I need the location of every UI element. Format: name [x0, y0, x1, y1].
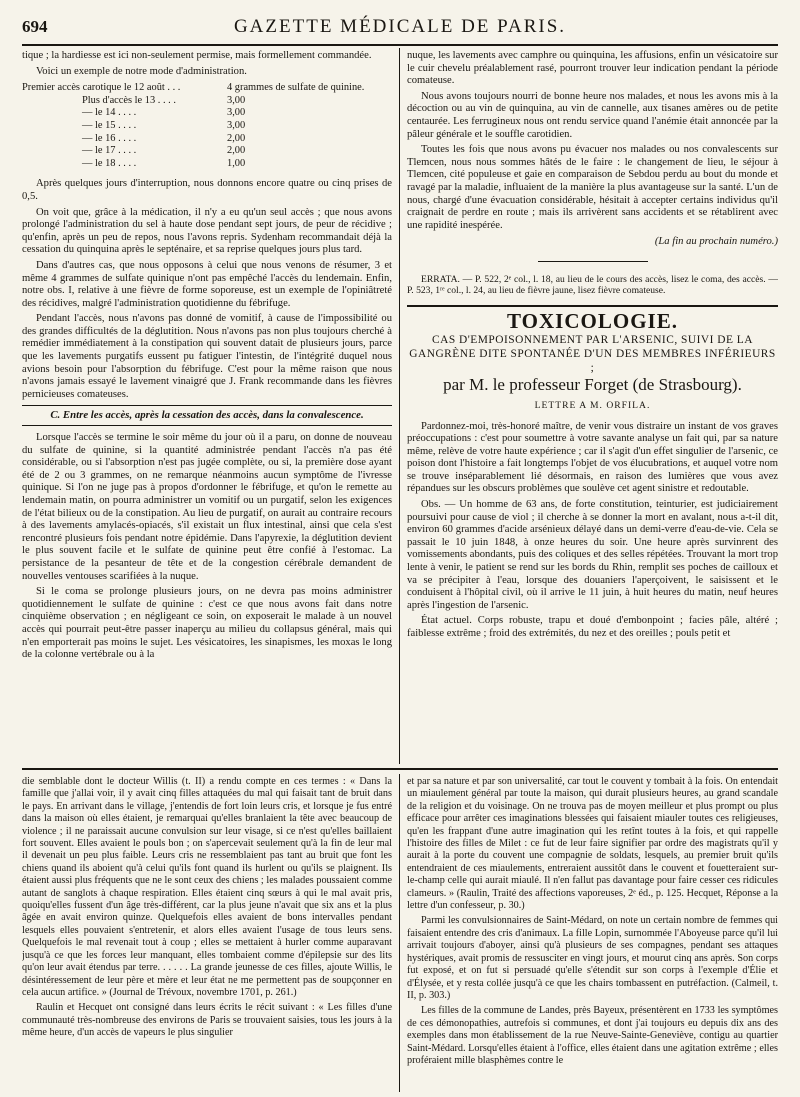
paragraph: État actuel. Corps robuste, trapu et doué d'embonpoint ; facies pâle, altéré ; faiblesse extrême ; froid des extrémités, du nez et des oreilles ; pouls petit et — [407, 615, 778, 639]
dosage-row: — le 15 . . . . 3,00 — [82, 119, 246, 131]
errata: ERRATA. — P. 522, 2ᵉ col., l. 18, au lieu de le cours des accès, lisez le coma, des accès. — P. 523, 1ʳᵉ col., l. 24, au lieu de fièvre jaune, lisez fièvre comateuse. — [407, 273, 778, 297]
toxicology-header — [407, 305, 778, 413]
dosage-row: Premier accès carotique le 12 août . . . 4 grammes de sulfate de quinine. — [22, 82, 365, 94]
newspaper-page — [22, 0, 778, 1097]
paragraph: Les filles de la commune de Landes, près Bayeux, présentèrent en 1733 les symptômes de ces démonopathies, autrefois si communes, et dont j'ai toujours eu depuis dix ans des exemples dans mon établissement de la rue Neuve-Sainte-Geneviève, contigu au quartier Saint-Médard. Lorsqu'elles étaient à l'office, elles étaient dans une agitation extrême ; elles proféraient mille blasphèmes contre le — [407, 1005, 778, 1066]
paragraph: die semblable dont le docteur Willis (t. II) a rendu compte en ces termes : « Dans la famille que j'allai voir, il y avait cinq filles attaquées du mal qui faisait tant de bruit dans le pays. En arrivant dans le village, j'entendis de fort loin leurs cris, et lorsque je fus entré dans la maison où elles étaient, je remarquai qu'elles branlaient la tête avec beaucoup de violence ; il ne paraissait aucune convulsion sur leur visage, si ce n'est qu'elles baillaient fort souvent. Elles avaient le pouls bon ; on s'apercevait seulement qu'à la fin de leur mal il devenait un peu plus faible. Leurs cris ne ressemblaient pas tant au bruit que font les chiens quand ils aboient qu'à celui qu'ils font quand ils hurlent ou qu'ils se plaignent. Ils étaient aussi plus fréquents que ne le sont ceux des chiens ; les malades poussaient comme autant de sanglots à chaque respiration. Elles étaient cinq sœurs à qui le mal avait pris, quoiqu'elles fussent d'un âge très-différent, car la plus jeune n'avait que six ans et la plus âgée en avait environ quinze. Quelquefois elles avaient de bons intervalles pendant lesquels elles pouvaient s'entretenir, et alors elles avaient l'usage de tous leurs sens. Quelquefois le mal revenait tout à coup ; elles se mettaient à hurler comme auparavant jusqu'à ce que les forces leur manquant, elles tombaient comme d'épilepsie sur des lits qu'on leur avait étendus par terre. . . . . . La grande jeunesse de ces filles, ajoute Willis, le désintéressement de leur père et mère et leur état ne me permettent pas de soupçonner en cela aucun artifice. » (Journal de Trévoux, novembre 1701, p. 261.) — [22, 776, 392, 998]
paragraph: Obs. — Un homme de 63 ans, de forte constitution, teinturier, est judiciairement poursuivi pour cause de viol ; il cherche à se donner la mort en avalant, nous a-t-il dit, environ 60 grammes d'acide arsénieux délayé dans un demi-verre d'eau-de-vie. Cela se passait le 10 juin 1848, à onze heures du soir. Une heure après survinrent des vomissements abondants, puis des coliques et des selles répétées. Trouvant la mort trop lente à venir, le patient se rend sur les bords du Rhin, remplit ses poches de cailloux et va se précipiter à l'eau, lorsque des douaniers l'aperçoivent, le saisissent et le conduisent à l'hôpital civil, où il arrive le 11 juin, à huit heures du matin, neuf heures après l'ingestion de l'arsenic. — [407, 499, 778, 611]
short-divider — [538, 261, 648, 262]
paragraph: Lorsque l'accès se termine le soir même du jour où il a paru, on donne de nouveau du sulfate de quinine, si la quantité administrée pendant l'accès n'a pas été considérable, ou si l'absorption n'est pas jugée complète, ou si, la première dose ayant été de 2 ou 3 grammes, on ne remarque néanmoins aucun symptôme de l'ivresse quinique. Si l'on ne juge pas à propos d'ordonner le fébrifuge, et qu'on le remette au lendemain matin, on pourra administrer un vomitif ou un purgatif, selon les exigences de l'état bilieux ou de la constipation. Au lieu de purgatif, on aurait au contraire recours à des lavements amylacés-opiacés, s'il existait un flux intestinal, ainsi que cela s'est rencontré plusieurs fois pendant notre épidémie. Dans l'apyrexie, la déglutition devient le plus souvent facile et le sulfate de quinine peut être confié à l'estomac. La persistance de la pesanteur de tête et de la congestion cérébrale demandent de nouvelles ventouses scarifiées à la nuque. — [22, 432, 392, 582]
page-header — [22, 0, 778, 46]
dosage-row: — le 16 . . . . 2,00 — [82, 132, 246, 144]
paragraph: Pendant l'accès, nous n'avons pas donné de vomitif, à cause de l'impossibilité ou des grandes difficultés de la déglutition. Nous n'avons pas non plus toujours cherché à remédier immédiatement à la constipation qui souvent datait de plusieurs jours, parce que les lavements purgatifs eussent pu fatiguer l'intestin, de l'intégrité duquel nous avions besoin pour l'absorption du fébrifuge. C'est pour la même raison que nous n'avons jamais essayé le lavement vinaigré que J. Frank recommande dans les fièvres pernicieuses comateuses. — [22, 313, 392, 400]
paragraph: On voit que, grâce à la médication, il n'y a eu qu'un seul accès ; que nous avons prolongé l'administration du sel à haute dose pendant sept jours, de peur de récidive ; qu'enfin, après un peu de repos, nous l'avons repris. Sydenham recommandait déjà la cessation du quinquina après le septénaire, et sa reprise quelques jours plus tard. — [22, 206, 392, 256]
left-column-bottom — [22, 776, 392, 1092]
article-title: CAS D'EMPOISONNEMENT PAR L'ARSENIC, SUIVI DE LA GANGRÈNE DITE SPONTANÉE D'UN DES MEMBRES INFÉRIEURS ; — [409, 334, 776, 375]
paragraph: Nous avons toujours nourri de bonne heure nos malades, et nous les avons mis à la décoction ou au vin de quinquina, au vin de cannelle, aux tisanes amères ou de petite centaurée. Les ferrugineux nous ont rendu service quand l'anémie était annoncée par la pâleur générale et le souffle carotidien. — [407, 90, 778, 140]
paragraph: tique ; la hardiesse est ici non-seulement permise, mais formellement commandée. — [22, 50, 372, 61]
dosage-row: — le 14 . . . . 3,00 — [82, 107, 246, 119]
paragraph: Pardonnez-moi, très-honoré maître, de venir vous distraire un instant de vos graves préoccupations : c'est pour soumettre à votre savante analyse un fait qui, par sa nature même, relève de votre haute expérience ; car il s'agit d'un effet singulier de l'arsenic, ce poison dont l'histoire a fait longtemps l'objet de vos élucubrations, et auquel votre nom se trouve inséparablement lié désormais, en raison des lumières que vous avez répandues sur les obscurs problèmes que soulève cet agent sinistre et redoutable. — [407, 420, 778, 495]
column-divider-bottom — [399, 774, 400, 1092]
section-heading: C. Entre les accès, après la cessation des accès, dans la convalescence. — [22, 405, 392, 426]
dosage-table — [22, 82, 392, 170]
section-title: TOXICOLOGIE. — [507, 308, 678, 333]
paragraph: Après quelques jours d'interruption, nous donnons encore quatre ou cinq prises de 0,5. — [22, 178, 392, 202]
paragraph: Raulin et Hecquet ont consigné dans leurs écrits le récit suivant : « Les filles d'une communauté très-nombreuse des environs de Paris se trouvaient saisies, tous les jours à la même heure, d'un accès de vapeurs le plus singulier — [22, 1002, 392, 1039]
paragraph: nuque, les lavements avec camphre ou quinquina, les affusions, enfin un vésicatoire sur le cuir chevelu préalablement rasé, pourront trouver leur indication pendant la période comateuse. — [407, 50, 778, 87]
paragraph: Toutes les fois que nous avons pu évacuer nos malades ou nos convalescents sur Tlemcen, nous nous sommes hâtés de le faire : le changement de lieu, le séjour à Tlemcen, cité populeuse et gaie en comparaison de Sebdou perdu au bout du monde et ravagé par la maladie, influaient de la manière la plus avantageuse sur la santé. L'un de nous, chargé d'une évacuation considérable, hésitait à accepter certains individus qu'il craignait de perdre en route ; mais ils arrivèrent sans accidents et se rétablirent avec une rapidité inespérée. — [407, 144, 778, 231]
paragraph: Voici un exemple de notre mode d'administration. — [36, 65, 247, 77]
journal-title: GAZETTE MÉDICALE DE PARIS. — [233, 16, 567, 37]
paragraph: Parmi les convulsionnaires de Saint-Médard, on note un certain nombre de femmes qui faisaient entendre des cris d'animaux. La fille Lopin, surnommée l'Aboyeuse parce qu'il lui arrivait toujours d'aboyer, ainsi qu'à plusieurs de ses compagnes, pendant ses attaques hystériques, avait promis de ressusciter en vingt jours, et mourut cinq ans après. Son corps fut exposé, et on fut si persuadé qu'elle s'étendit sur son corps à l'exemple d'Élie et d'Élysée, et y resta collée jusqu'à ce que les chairs tombassent en putréfaction. (Calmeil, t. II, p. 303.) — [407, 915, 778, 1001]
column-divider — [399, 48, 400, 764]
right-column-bottom — [407, 776, 778, 1092]
horizontal-divider — [22, 768, 778, 770]
page-number: 694 — [22, 17, 48, 36]
continuation-note: (La fin au prochain numéro.) — [654, 236, 778, 248]
dosage-row: — le 18 . . . . 1,00 — [82, 157, 246, 169]
dosage-row: — le 17 . . . . 2,00 — [82, 145, 246, 157]
article-byline: par M. le professeur Forget (de Strasbourg). — [443, 375, 742, 395]
paragraph: Si le coma se prolonge plusieurs jours, on ne devra pas moins administrer quotidiennement le sulfate de quinine : c'est ce que nous avons fait dans notre cinquième observation ; en négligeant ce soin, on exposerait le malade à un nouvel accès qui pourrait peut-être passer inaperçu au milieu du collapsus général, mais qui n'en emporterait pas moins le sujet. Les vésicatoires, les sinapismes, les moxas le long de la colonne vertébrale ou à la — [22, 586, 392, 661]
paragraph: et par sa nature et par son universalité, car tout le couvent y tombait à la fois. On entendait un miaulement général par toute la maison, qui durait plusieurs heures, au grand scandale de la religion et du voisinage. On ne trouva pas de moyen meilleur et plus prompt ou plus efficace pour arrêter ces imaginations blessées qui faisaient miauler toutes ces religieuses, qu'en les frappant d'une autre imagination qui les retînt toutes à la fois, et qui rappelle l'histoire des filles de Milet : ce fut de leur faire signifier par ordre des magistrats qu'il y aurait à la porte du couvent une compagnie de soldats, lesquels, au premier bruit qu'ils entendraient de ces miaulements, entreraient aussitôt dans le couvent et fouetteraient sur-le-champ celle qui aurait miaulé. Il n'en fallut pas davantage pour faire cesser ces ridicules clameurs. » (Raulin, Traité des affections vaporeuses, 2ᵉ éd., p. 125. Hecquet, Réponse a la lettre d'un confesseur, p. 30.) — [407, 776, 778, 912]
letter-heading: LETTRE A M. ORFILA. — [534, 399, 651, 411]
paragraph: Dans d'autres cas, que nous opposons à celui que nous venons de résumer, 3 et même 4 grammes de sulfate quinique n'ont pas empêché l'accès du lendemain. Enfin, notre obs. I, relative à une fièvre de forme soporeuse, est un exemple de l'opiniâtreté des récidives, malgré l'administration quotidienne du fébrifuge. — [22, 259, 392, 309]
right-column-top — [407, 50, 778, 764]
dosage-row: Plus d'accès le 13 . . . . 3,00 — [82, 94, 246, 106]
left-column-top — [22, 50, 392, 764]
